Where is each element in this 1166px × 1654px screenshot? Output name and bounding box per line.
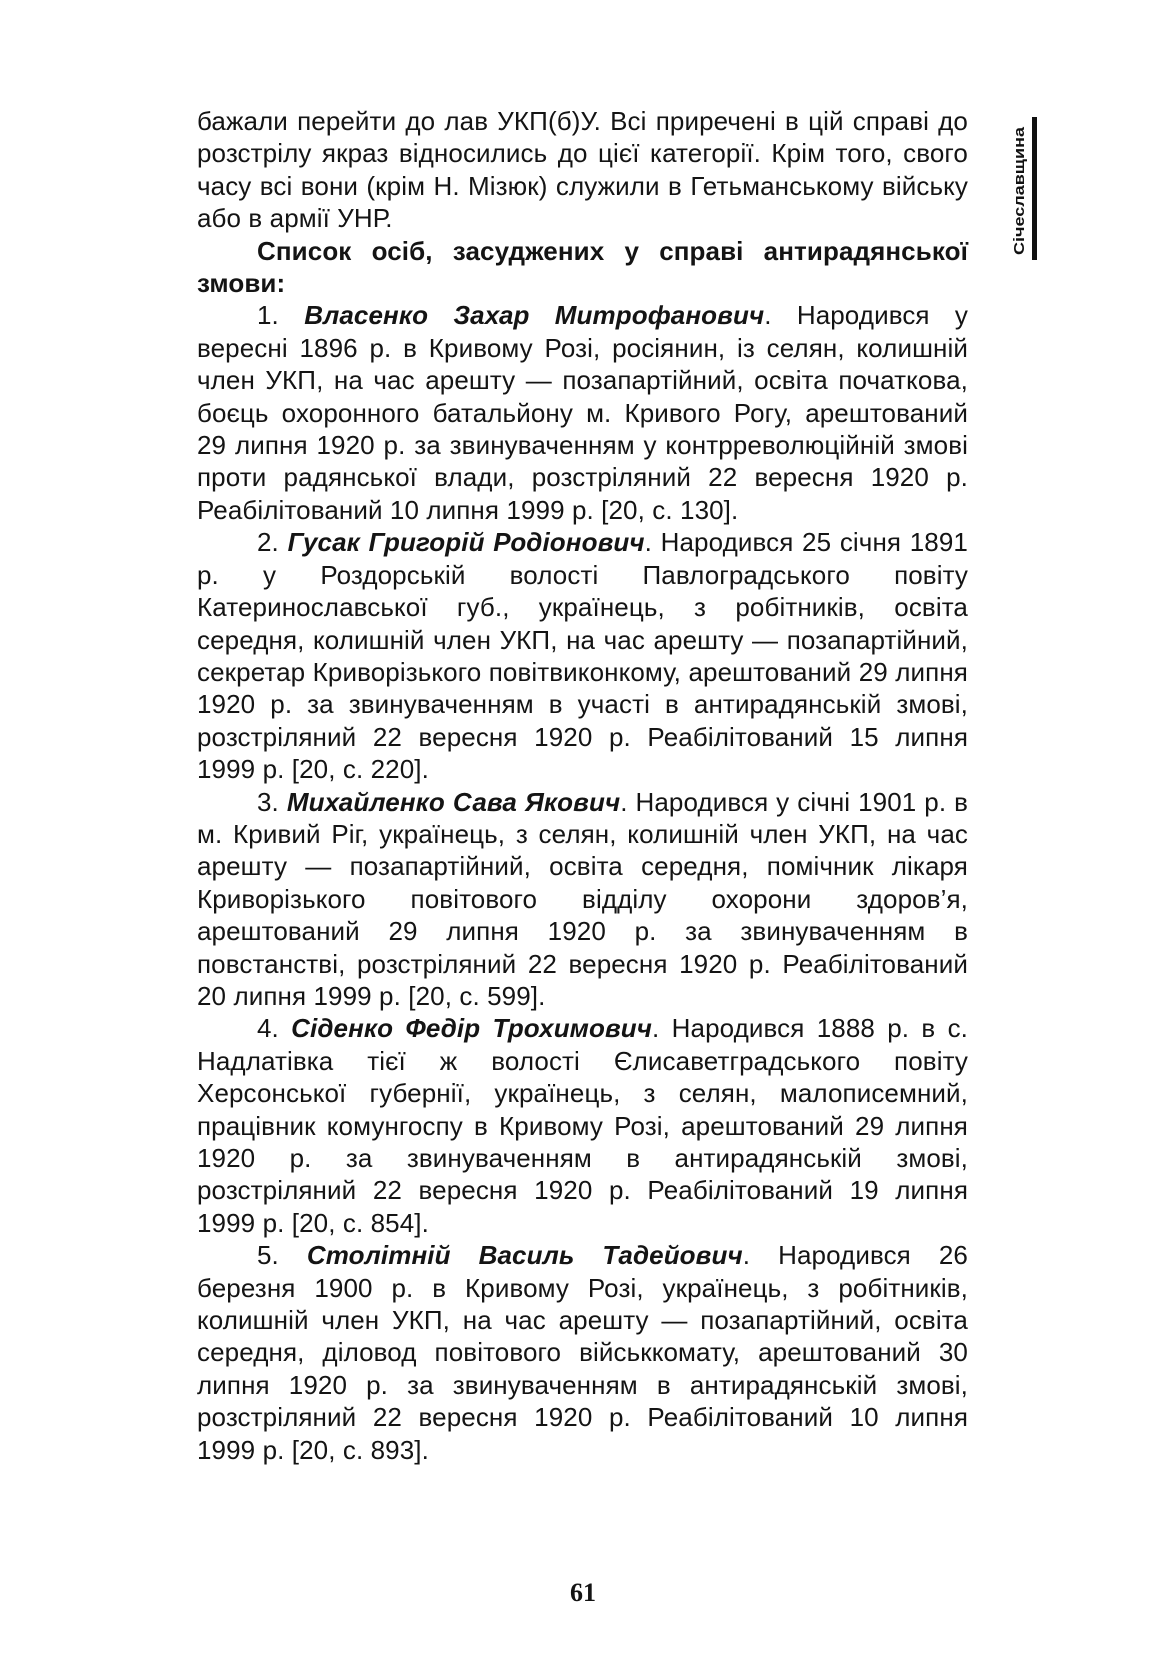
list-item xyxy=(197,526,968,785)
list-item xyxy=(197,786,968,1013)
list-item xyxy=(197,1012,968,1239)
entry-number: 3. xyxy=(257,786,279,817)
list-item xyxy=(197,299,968,526)
entry-text: . Народився 26 березня 1900 р. в Кривому Розі, українець, з робітників, колишній член УКП, на час арешту — позапартійний, освіта середня, діловод повітового військкомату, арештований 30 липня 1920 р. за звинуваченням в антирадянській змові, розстріляний 22 вересня 1920 р. Реабілітований 10 липня 1999 р. [20, с. 893]. xyxy=(197,1240,968,1465)
person-name: Гусак Григорій Родіонович xyxy=(287,527,645,558)
person-name: Столітній Василь Тадейович xyxy=(306,1240,743,1271)
list-heading: Список осіб, засуджених у справі антирадянської змови: xyxy=(197,235,968,299)
list-item xyxy=(197,1239,968,1466)
entry-number: 5. xyxy=(257,1240,279,1271)
svg-text:Січеславщина: Січеславщина xyxy=(1011,148,1028,255)
person-name: Михайленко Сава Якович xyxy=(286,786,621,817)
entry-number: 2. xyxy=(257,527,279,558)
entry-text: . Народився у вересні 1896 р. в Кривому Розі, росіянин, із селян, колишній член УКП, на час арешту — позапартійний, освіта початкова, боєць охоронного батальйону м. Кривого Рогу, арештований 29 липня 1920 р. за звинуваченням у контрреволюційній змові проти радянської влади, розстріляний 22 вересня 1920 р. Реабілітований 10 липня 1999 р. [20, с. 130]. xyxy=(197,300,968,525)
entry-text: . Народився 1888 р. в с. Надлатівка тієї ж волості Єлисаветградського повіту Херсонської губернії, українець, з селян, малописемний, працівник комунгоспу в Кривому Розі, арештований 29 липня 1920 р. за звинуваченням в антирадянській змові, розстріляний 22 вересня 1920 р. Реабілітований 19 липня 1999 р. [20, с. 854]. xyxy=(197,1013,969,1238)
entry-number: 4. xyxy=(257,1013,279,1044)
person-name: Власенко Захар Митрофанович xyxy=(304,300,765,331)
sicheslavshchyna-logo xyxy=(1002,115,1050,265)
page-number: 61 xyxy=(570,1578,596,1607)
person-name: Сіденко Федір Трохимович xyxy=(291,1013,653,1044)
intro-paragraph: бажали перейти до лав УКП(б)У. Всі приречені в цій справі до розстрілу якраз відносились до цієї категорії. Крім того, свого часу всі вони (крім Н. Мізюк) служили в Гетьманському війську або в армії УНР. xyxy=(197,106,968,234)
body-text xyxy=(197,105,968,1466)
entry-number: 1. xyxy=(257,300,279,331)
entry-text: . Народився у січні 1901 р. в м. Кривий Ріг, українець, з селян, колишній член УКП, на час арешту — позапартійний, освіта середня, помічник лікаря Криворізького повітового відділу охорони здоров’я, арештований 29 липня 1920 р. за звинуваченням в повстанстві, розстріляний 22 вересня 1920 р. Реабілітований 20 липня 1999 р. [20, с. 599]. xyxy=(197,786,969,1011)
entry-text: . Народився 25 січня 1891 р. у Роздорській волості Павлоградського повіту Катеринославської губ., українець, з робітників, освіта середня, колишній член УКП, на час арешту — позапартійний, секретар Криворізького повітвиконкому, арештований 29 липня 1920 р. за звинуваченням в участі в антирадянській змові, розстріляний 22 вересня 1920 р. Реабілітований 15 липня 1999 р. [20, с. 220]. xyxy=(197,527,968,785)
